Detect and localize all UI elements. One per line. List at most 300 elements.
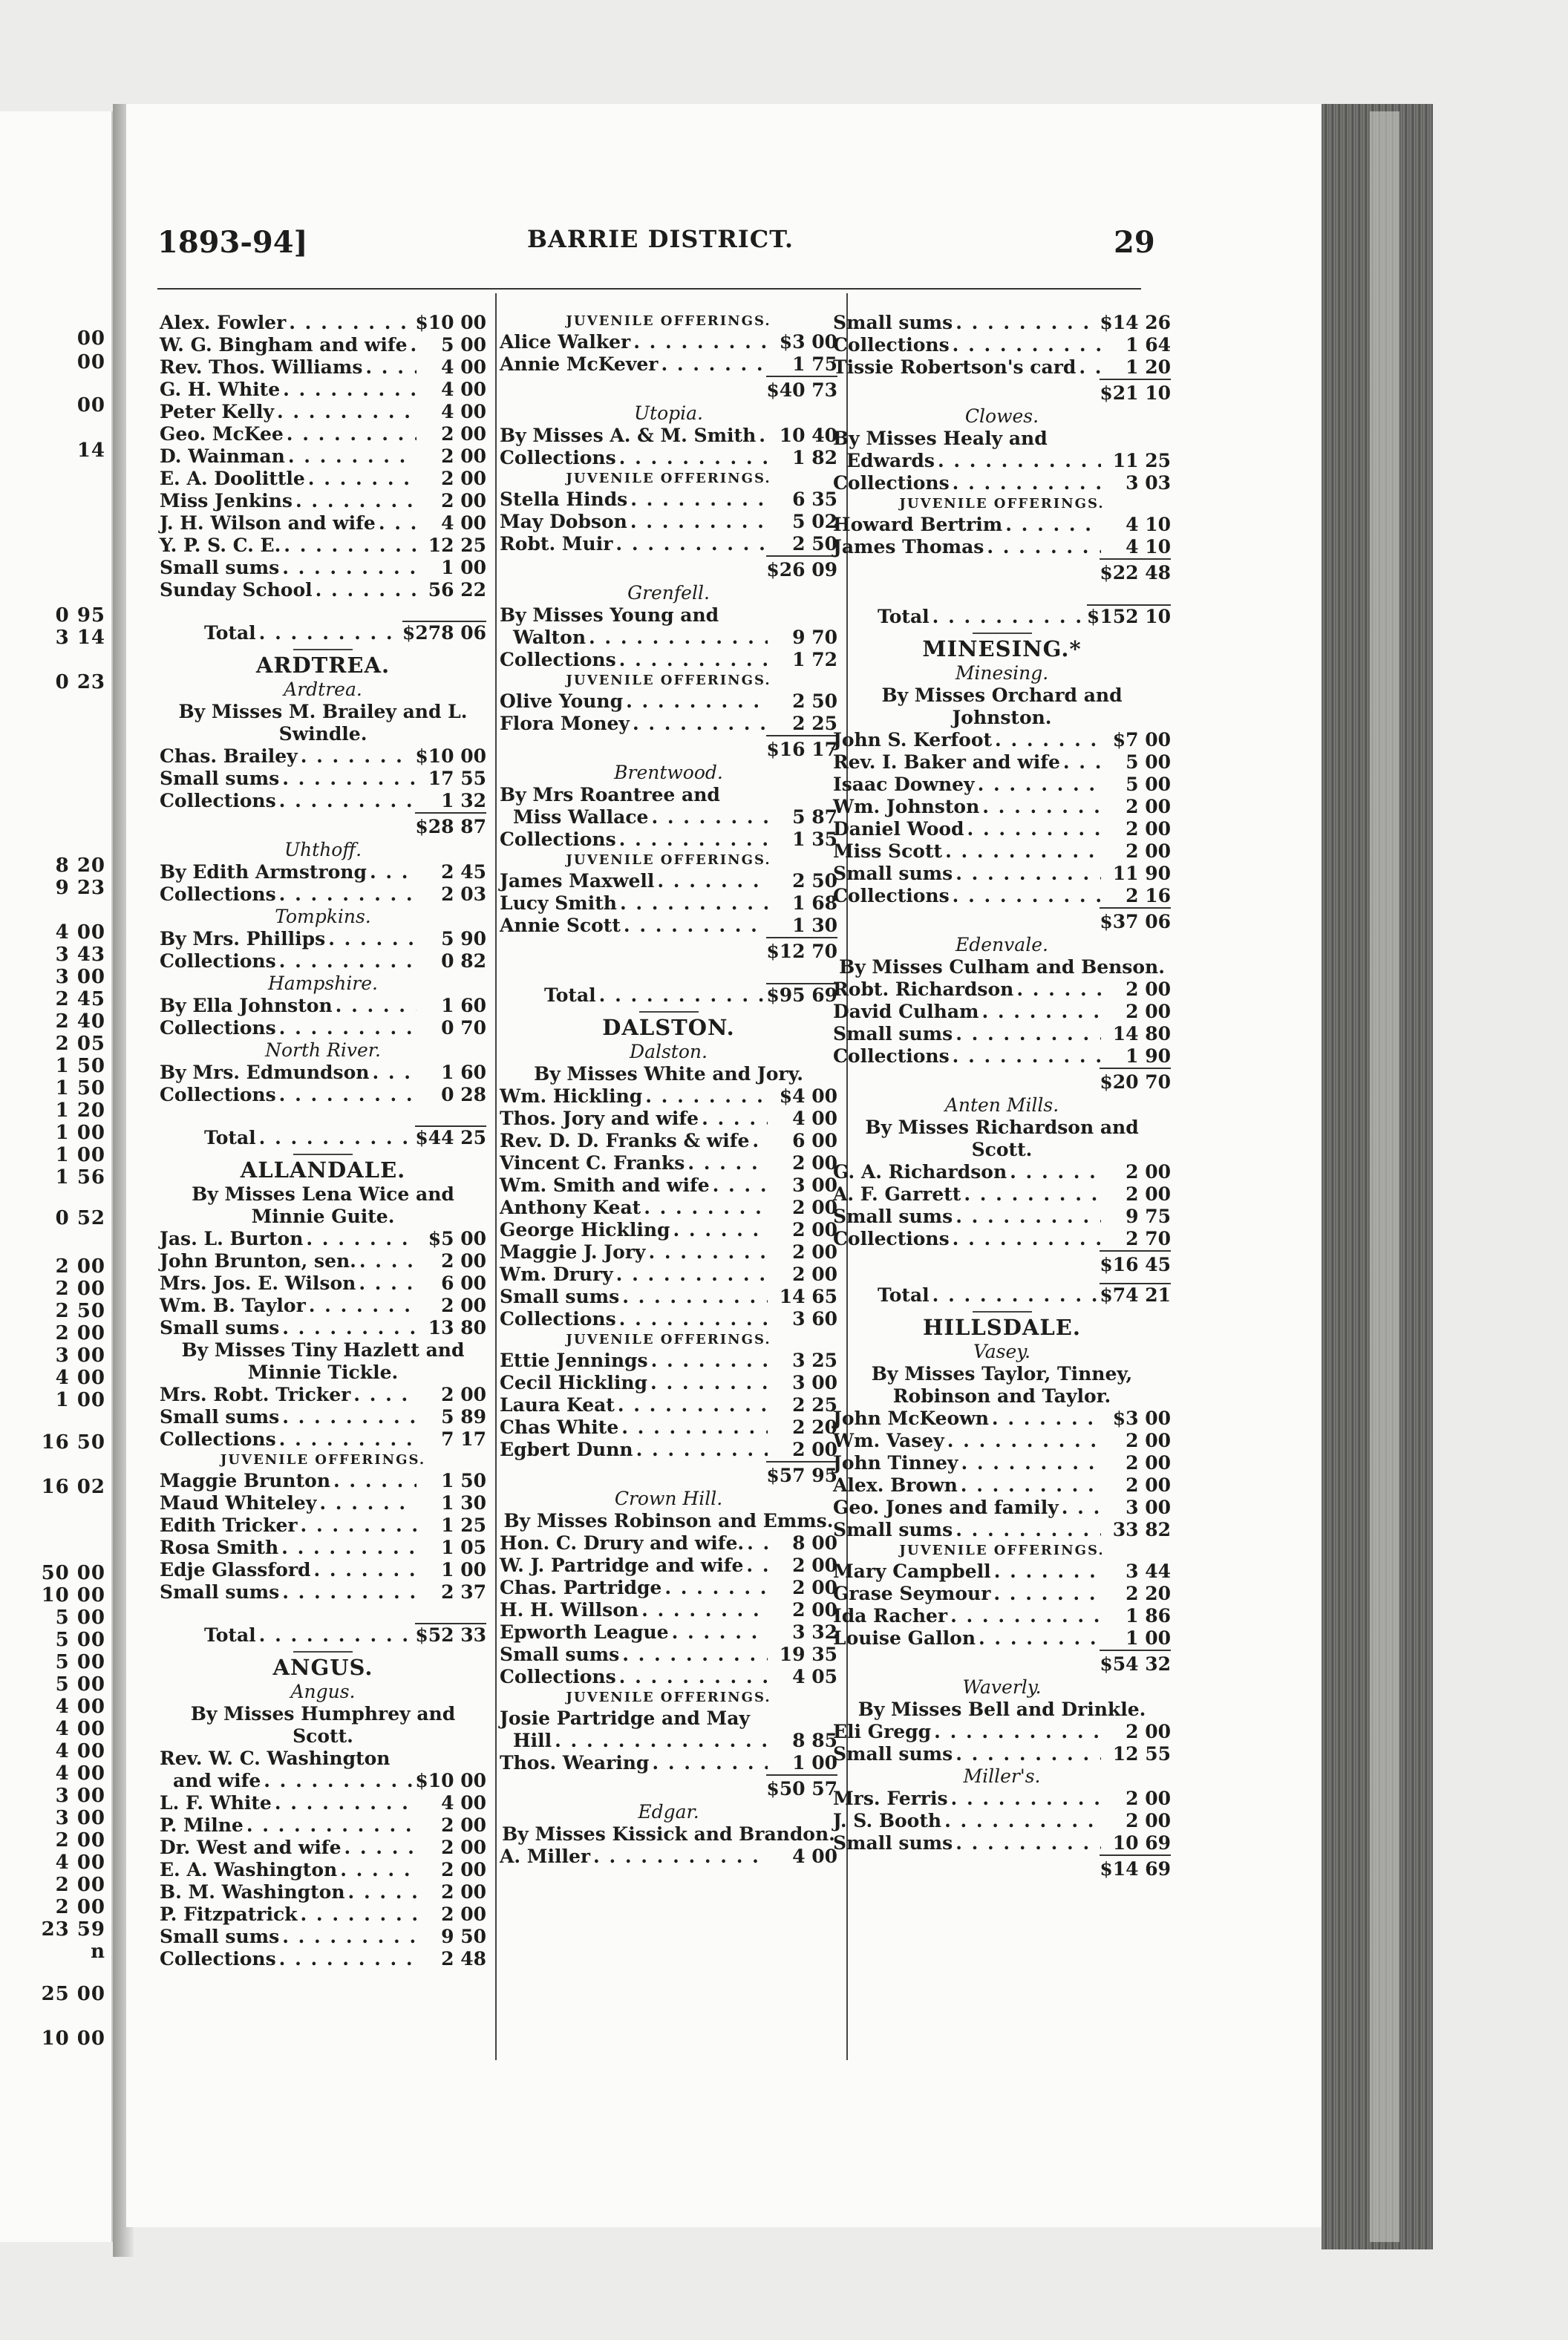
leader-dots	[622, 1644, 768, 1666]
entry-row	[160, 535, 486, 557]
entry-row	[160, 928, 486, 950]
circuit-heading: ALLANDALE.	[160, 1154, 486, 1183]
left-page-amount: 2 45	[55, 988, 105, 1010]
leader-dots	[932, 1284, 1097, 1307]
leader-dots	[945, 840, 1101, 863]
subtotal-amount: $50 57	[766, 1774, 837, 1801]
leader-dots	[626, 690, 768, 713]
page-year-range: 1893-94]	[157, 225, 308, 260]
entry-row	[500, 1599, 837, 1621]
entry-row	[833, 978, 1171, 1001]
entry-label: By Misses A. & M. Smith	[500, 425, 757, 446]
leader-dots	[657, 870, 768, 892]
entry-label: Wm. Drury	[500, 1264, 613, 1285]
leader-dots	[967, 818, 1101, 840]
entry-label: John McKeown	[833, 1408, 989, 1429]
entry-label: Maud Whiteley	[160, 1492, 317, 1514]
juvenile-offerings-heading: JUVENILE OFFERINGS.	[899, 1543, 1105, 1558]
entry-label: Annie Scott	[500, 915, 621, 936]
entry-row	[500, 1394, 837, 1416]
page-number: 29	[1114, 225, 1155, 260]
entry-row	[833, 1832, 1171, 1854]
spacer	[500, 964, 837, 977]
entry-label: Collections	[833, 1228, 950, 1249]
entry-label-line: By Misses Healy and	[833, 428, 1048, 449]
entry-amount: 2 00	[792, 1599, 837, 1621]
leader-dots	[555, 1730, 768, 1752]
entry-row	[160, 312, 486, 334]
entry-row	[500, 1644, 837, 1666]
leader-dots	[282, 1581, 416, 1604]
entry-label: Rev. I. Baker and wife	[833, 751, 1060, 773]
left-page-amount: 1 00	[55, 1122, 105, 1144]
leader-dots	[651, 1350, 768, 1372]
entry-row	[160, 1837, 486, 1859]
entry-label: Ida Racher	[833, 1605, 948, 1627]
entry-label: By Mrs. Edmundson	[160, 1062, 370, 1083]
entry-label: By Mrs. Phillips	[160, 928, 326, 950]
entry-label: Small sums	[833, 1743, 953, 1765]
entry-label: Peter Kelly	[160, 401, 274, 422]
left-page-amount: 2 00	[55, 1829, 105, 1852]
entry-row	[160, 445, 486, 468]
entry-label: Edith Tricker	[160, 1514, 298, 1536]
leader-dots	[353, 1384, 416, 1406]
entry-label-line: Josie Partridge and May	[500, 1707, 750, 1729]
entry-amount: $74 21	[1100, 1284, 1171, 1306]
leader-dots	[1016, 978, 1101, 1001]
entry-amount: $5 00	[428, 1228, 486, 1249]
entry-amount: 1 32	[441, 790, 486, 811]
entry-amount: 19 35	[779, 1644, 837, 1665]
entry-amount: 2 00	[1126, 840, 1171, 862]
entry-amount: 1 35	[792, 829, 837, 850]
entry-label: Laura Keat	[500, 1394, 615, 1416]
leader-dots	[956, 1023, 1101, 1045]
leader-dots	[982, 796, 1101, 818]
leader-dots	[621, 1416, 768, 1439]
entry-amount: 0 28	[441, 1084, 486, 1105]
entry-amount: $3 00	[779, 331, 837, 353]
entry-amount: 2 00	[441, 1295, 486, 1316]
entry-row	[160, 883, 486, 906]
entry-amount: 13 80	[428, 1317, 486, 1339]
total-row	[160, 621, 486, 644]
entry-row	[833, 312, 1171, 334]
page-title: BARRIE DISTRICT.	[527, 225, 794, 253]
left-page-amount: 4 00	[55, 1718, 105, 1740]
entry-row	[160, 1559, 486, 1581]
entry-amount: 2 00	[1126, 1183, 1171, 1205]
entry-row	[833, 1408, 1171, 1430]
entry-amount: $44 25	[415, 1127, 486, 1148]
leader-dots	[619, 447, 768, 469]
subtotal-row	[500, 555, 837, 582]
entry-label: James Maxwell	[500, 870, 655, 892]
entry-amount: 1 00	[1126, 1627, 1171, 1649]
entry-amount: 11 90	[1112, 863, 1171, 884]
entry-label: Collections	[500, 447, 616, 468]
entry-row	[160, 1537, 486, 1559]
entry-label: B. M. Washington	[160, 1881, 345, 1903]
entry-label: G. A. Richardson	[833, 1161, 1007, 1183]
appointment-name: Waverly.	[962, 1676, 1042, 1698]
leader-dots	[619, 829, 768, 851]
entry-row	[833, 1788, 1171, 1810]
leader-dots	[979, 1627, 1101, 1650]
entry-row	[833, 1228, 1171, 1250]
entry-row	[160, 768, 486, 790]
entry-row	[833, 840, 1171, 863]
entry-row	[500, 1555, 837, 1577]
leader-dots	[645, 1085, 768, 1108]
leader-dots	[379, 512, 416, 535]
leader-dots	[956, 312, 1097, 334]
entry-row	[500, 1152, 837, 1174]
entry-row	[833, 885, 1171, 907]
leader-dots	[664, 1577, 768, 1599]
entry-amount: 1 30	[792, 915, 837, 936]
leader-dots	[619, 649, 768, 671]
entry-row	[500, 713, 837, 735]
entry-amount: 2 00	[441, 1814, 486, 1836]
leader-dots	[619, 1308, 768, 1330]
leader-dots	[964, 1183, 1101, 1206]
entry-amount: 4 00	[441, 356, 486, 378]
left-page-amount: 10 00	[41, 1584, 105, 1607]
entry-row	[160, 745, 486, 768]
entry-amount: 8 85	[792, 1730, 837, 1751]
leader-dots	[301, 1903, 417, 1926]
leader-dots	[950, 1605, 1101, 1627]
entry-label: Small sums	[833, 312, 953, 333]
entry-label: Alex. Fowler	[160, 312, 287, 333]
left-page-amount: 5 00	[55, 1673, 105, 1696]
entry-label: D. Wainman	[160, 445, 285, 467]
leader-dots	[648, 1241, 768, 1264]
appointment-name: Clowes.	[964, 405, 1039, 427]
leader-dots	[282, 557, 416, 579]
appointment-name: Edgar.	[638, 1801, 699, 1823]
entry-label: Ettie Jennings	[500, 1350, 648, 1371]
subtotal-amount: $21 10	[1100, 379, 1171, 405]
leader-dots	[651, 806, 768, 829]
entry-label: P. Fitzpatrick	[160, 1903, 298, 1925]
entry-amount: 4 00	[441, 1792, 486, 1814]
leader-dots	[713, 1174, 768, 1197]
appointment-name: Hampshire.	[267, 973, 379, 994]
circuit-heading: ANGUS.	[160, 1651, 486, 1681]
entry-row	[500, 1532, 837, 1555]
entry-label: Small sums	[160, 1317, 280, 1339]
entry-amount: 1 82	[792, 447, 837, 468]
entry-amount: 2 00	[1126, 1161, 1171, 1183]
leader-dots	[593, 1846, 768, 1868]
entry-row	[160, 861, 486, 883]
entry-label: Chas White	[500, 1416, 619, 1438]
entry-label: Small sums	[160, 768, 280, 789]
entry-label: Collections	[160, 1428, 276, 1450]
entry-amount: 2 00	[1126, 1474, 1171, 1496]
appointment-name: Utopia.	[633, 402, 704, 424]
entry-label: Anthony Keat	[500, 1197, 641, 1218]
entry-amount: 2 00	[441, 423, 486, 445]
entry-row	[160, 334, 486, 356]
leader-dots	[313, 1559, 416, 1581]
entry-row	[160, 950, 486, 973]
entry-row	[160, 1228, 486, 1250]
entry-label: Total	[204, 1127, 256, 1148]
entry-amount: $7 00	[1112, 729, 1171, 751]
entry-amount: 4 00	[441, 512, 486, 534]
entry-row	[833, 863, 1171, 885]
total-row	[160, 1623, 486, 1647]
entry-label: Egbert Dunn	[500, 1439, 633, 1460]
entry-row	[160, 379, 486, 401]
entry-label: A. Miller	[500, 1846, 591, 1867]
appointment-name: Grenfell.	[627, 582, 710, 604]
entry-amount: 1 05	[441, 1537, 486, 1558]
entry-row	[500, 425, 837, 447]
collectors-line: By Misses White and Jory.	[534, 1063, 803, 1085]
leader-dots	[620, 892, 768, 915]
entry-row	[160, 1581, 486, 1604]
entry-row	[160, 401, 486, 423]
entry-label: E. A. Doolittle	[160, 468, 305, 489]
entry-amount: 1 68	[792, 892, 837, 914]
entry-amount: 2 20	[1126, 1583, 1171, 1604]
entry-label: Robt. Muir	[500, 533, 613, 555]
leader-dots	[1010, 1161, 1101, 1183]
leader-dots	[992, 1408, 1101, 1430]
left-page-amount: 2 40	[55, 1010, 105, 1033]
leader-dots	[953, 1045, 1101, 1068]
leader-dots	[589, 627, 768, 649]
entry-amount: 6 35	[792, 488, 837, 510]
juvenile-offerings-heading: JUVENILE OFFERINGS.	[566, 471, 771, 486]
entry-label: Geo. McKee	[160, 423, 284, 445]
entry-amount: 2 25	[792, 1394, 837, 1416]
entry-label: Eli Gregg	[833, 1721, 932, 1742]
entry-amount: $14 26	[1100, 312, 1171, 333]
entry-row	[160, 1514, 486, 1537]
entry-amount: 33 82	[1112, 1519, 1171, 1540]
entry-amount: 2 00	[1126, 1430, 1171, 1451]
left-page-amount: 3 14	[55, 627, 105, 649]
entry-row	[160, 1814, 486, 1837]
entry-amount: 2 20	[792, 1416, 837, 1438]
leader-dots	[359, 1272, 416, 1295]
leader-dots	[759, 425, 768, 447]
entry-label: Small sums	[160, 1406, 280, 1428]
entry-row	[500, 649, 837, 671]
leader-dots	[630, 511, 768, 533]
subtotal-row	[500, 735, 837, 762]
column-1	[160, 312, 486, 1970]
entry-label: Collections	[833, 885, 950, 906]
leader-dots	[618, 1394, 768, 1416]
entry-amount: 2 00	[1126, 796, 1171, 817]
leader-dots	[365, 356, 416, 379]
entry-row	[833, 1810, 1171, 1832]
entry-label: Collections	[833, 472, 950, 494]
total-row	[833, 1283, 1171, 1307]
leader-dots	[961, 1474, 1101, 1497]
entry-amount: 3 00	[792, 1174, 837, 1196]
entry-label: Small sums	[833, 1023, 953, 1045]
entry-amount: 0 70	[441, 1017, 486, 1039]
left-page-amount: 1 00	[55, 1389, 105, 1411]
entry-amount: 2 00	[792, 1197, 837, 1218]
entry-row	[833, 1560, 1171, 1583]
entry-amount: 7 17	[441, 1428, 486, 1450]
entry-amount: 2 00	[1126, 978, 1171, 1000]
total-row	[833, 604, 1171, 628]
leader-dots	[275, 1792, 416, 1814]
leader-dots	[981, 1001, 1101, 1023]
subtotal-amount: $57 95	[766, 1461, 837, 1488]
appointment-name: Crown Hill.	[614, 1488, 723, 1509]
entry-amount: 1 50	[441, 1470, 486, 1491]
left-page-amount: 0 95	[55, 604, 105, 627]
leader-dots	[279, 1428, 416, 1451]
entry-label: Stella Hinds	[500, 488, 628, 510]
entry-label: W. G. Bingham and wife	[160, 334, 408, 356]
entry-label: Daniel Wood	[833, 818, 964, 840]
entry-amount: 5 89	[441, 1406, 486, 1428]
leader-dots	[687, 1152, 768, 1174]
leader-dots	[747, 1532, 768, 1555]
leader-dots	[246, 1814, 416, 1837]
entry-row	[833, 1497, 1171, 1519]
entry-row	[833, 450, 1171, 472]
entry-row	[160, 356, 486, 379]
left-page-amount: 4 00	[55, 1852, 105, 1874]
left-page-amount: 00	[76, 351, 105, 373]
entry-amount: 3 00	[792, 1372, 837, 1393]
leader-dots	[309, 1295, 416, 1317]
entry-label: John Brunton, sen.	[160, 1250, 356, 1272]
left-page-amount: 0 23	[55, 671, 105, 693]
entry-label: Olive Young	[500, 690, 624, 712]
left-page-amount: 3 00	[55, 966, 105, 988]
entry-label: Rev. Thos. Williams	[160, 356, 363, 378]
entry-label: Jas. L. Burton	[160, 1228, 304, 1249]
left-page-amount: 1 20	[55, 1099, 105, 1122]
leader-dots	[944, 1810, 1101, 1832]
entry-amount: $10 00	[415, 312, 486, 333]
leader-dots	[348, 1881, 416, 1903]
entry-label: Collections	[833, 334, 950, 356]
entry-label: Miss Scott	[833, 840, 943, 862]
entry-label: Louise Gallon	[833, 1627, 976, 1649]
entry-row	[160, 579, 486, 601]
entry-amount: 1 30	[441, 1492, 486, 1514]
leader-dots	[283, 379, 416, 401]
entry-row	[160, 1272, 486, 1295]
subtotal-amount: $20 70	[1100, 1068, 1171, 1094]
entry-amount: $10 00	[415, 745, 486, 767]
subtotal-amount: $37 06	[1100, 907, 1171, 934]
entry-label: Collections	[160, 1948, 276, 1970]
entry-row	[500, 353, 837, 376]
entry-row	[500, 511, 837, 533]
entry-row	[833, 1583, 1171, 1605]
leader-dots	[281, 1537, 416, 1559]
entry-row	[160, 1406, 486, 1428]
subtotal-amount: $26 09	[766, 555, 837, 582]
entry-row	[833, 536, 1171, 558]
leader-dots	[956, 1832, 1101, 1854]
entry-amount: 5 02	[792, 511, 837, 532]
leader-dots	[624, 915, 768, 937]
entry-row	[500, 915, 837, 937]
entry-label: Small sums	[160, 1581, 280, 1603]
entry-label: Maggie Brunton	[160, 1470, 330, 1491]
collectors-line: By Misses Tiny Hazlett and Minnie Tickle.	[181, 1339, 465, 1383]
leader-dots	[953, 334, 1101, 356]
subtotal-row	[833, 1250, 1171, 1277]
entry-row	[160, 1317, 486, 1339]
entry-label: Collections	[160, 790, 276, 811]
entry-row	[833, 1743, 1171, 1765]
entry-row	[500, 1752, 837, 1774]
appointment-name: Vasey.	[973, 1341, 1031, 1362]
entry-label: Mrs. Ferris	[833, 1788, 948, 1809]
entry-label: Epworth League	[500, 1621, 669, 1643]
entry-amount: 11 25	[1112, 450, 1171, 471]
entry-amount: 5 87	[792, 806, 837, 828]
entry-label: Edje Glassford	[160, 1559, 311, 1581]
left-page-amount: 2 00	[55, 1874, 105, 1896]
entry-label: Wm. Smith and wife	[500, 1174, 710, 1196]
leader-dots	[277, 401, 416, 423]
left-page-amount: 14	[76, 439, 105, 462]
juvenile-offerings-heading: JUVENILE OFFERINGS.	[566, 673, 771, 688]
entry-row	[500, 1350, 837, 1372]
entry-label: A. F. Garrett	[833, 1183, 961, 1205]
subtotal-row	[500, 1774, 837, 1801]
entry-label: Collections	[160, 1017, 276, 1039]
header-rule	[157, 288, 1141, 290]
entry-amount: 2 00	[441, 1837, 486, 1858]
leader-dots	[702, 1108, 768, 1130]
leader-dots	[1079, 356, 1101, 379]
appointment-name: Miller's.	[963, 1765, 1041, 1787]
entry-label: Collections	[500, 649, 616, 670]
entry-label: Small sums	[833, 1206, 953, 1227]
entry-row	[160, 1903, 486, 1926]
entry-row	[500, 1308, 837, 1330]
page-stack-highlight	[1370, 111, 1399, 2242]
leader-dots	[282, 1406, 416, 1428]
entry-row	[833, 751, 1171, 774]
entry-amount: 6 00	[792, 1130, 837, 1151]
subtotal-amount: $16 17	[766, 735, 837, 762]
leader-dots	[995, 729, 1101, 751]
left-page-amount: 25 00	[41, 1983, 105, 2005]
entry-label: Sunday School	[160, 579, 313, 601]
entry-label: Small sums	[500, 1286, 620, 1307]
leader-dots	[630, 488, 768, 511]
leader-dots	[279, 1017, 416, 1039]
entry-amount: 1 60	[441, 1062, 486, 1083]
entry-amount: 2 00	[441, 1859, 486, 1880]
entry-amount: 2 50	[792, 690, 837, 712]
entry-label: Grase Seymour	[833, 1583, 991, 1604]
spacer	[160, 1604, 486, 1617]
entry-label: Alice Walker	[500, 331, 631, 353]
